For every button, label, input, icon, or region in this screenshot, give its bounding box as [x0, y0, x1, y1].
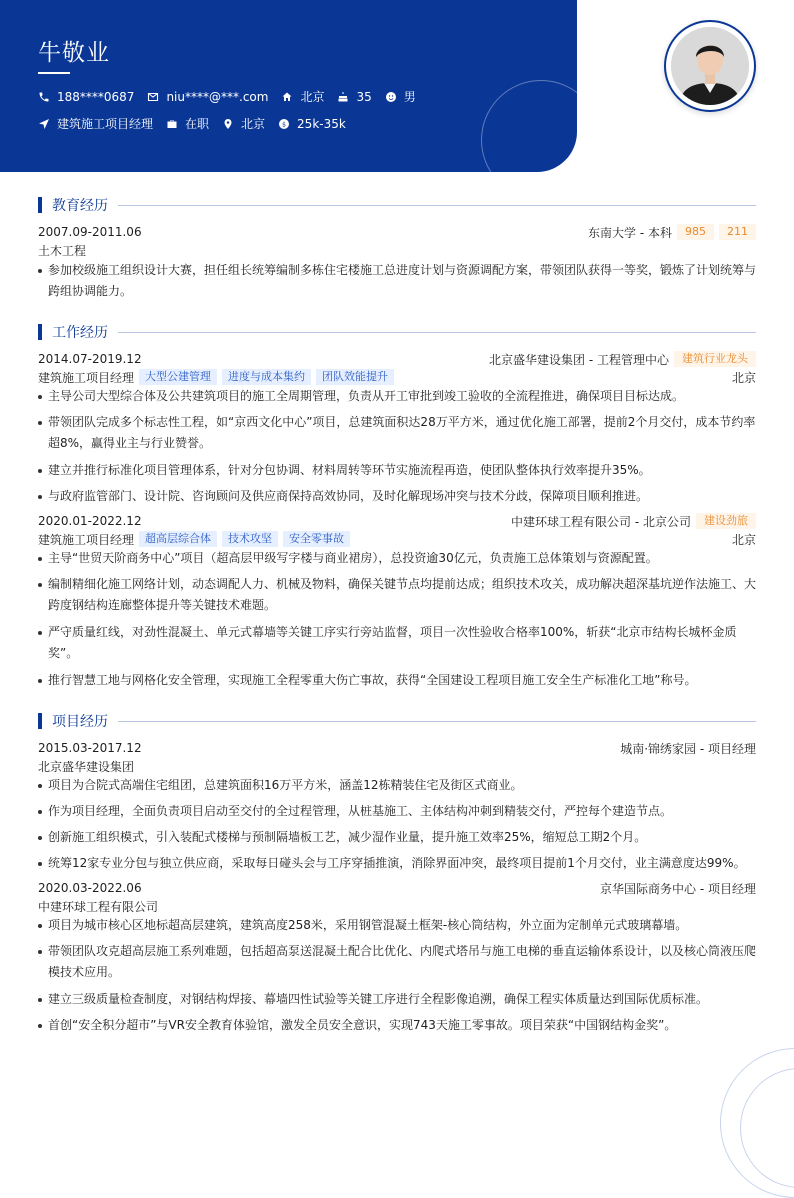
mail-icon — [147, 91, 159, 103]
project-header — [38, 879, 756, 897]
work-tag: 技术攻坚 — [222, 531, 278, 547]
work-company: 中建环球工程有限公司 - 北京公司 — [511, 514, 691, 529]
svg-text:$: $ — [282, 120, 286, 128]
work-company-group — [511, 513, 756, 530]
section-divider — [118, 721, 756, 722]
work-header — [38, 512, 756, 530]
education-tag: 211 — [719, 224, 756, 240]
work-bullet: 编制精细化施工网络计划，动态调配人力、机械及物料，确保关键节点均提前达成；组织技术攻关，成功解决超深基坑逆作法施工、大跨度钢结构连廊整体提升等关键技术难题。 — [38, 574, 756, 616]
job-intent-row — [38, 115, 359, 132]
work-date: 2020.01-2022.12 — [38, 514, 142, 528]
target-city-item — [222, 115, 265, 132]
education-date: 2007.09-2011.06 — [38, 225, 142, 239]
project-bullet: 带领团队攻克超高层施工系列难题，包括超高泵送混凝土配合比优化、内爬式塔吊与施工电梯的垂直运输体系设计，以及核心筒液压爬模技术应用。 — [38, 941, 756, 983]
section-title-text: 项目经历 — [52, 714, 108, 730]
education-header — [38, 223, 756, 241]
work-title-group — [38, 369, 394, 386]
project-bullet: 建立三级质量检查制度，对钢结构焊接、幕墙四性试验等关键工序进行全程影像追溯，确保工程实体质量达到国际优质标准。 — [38, 989, 756, 1010]
work-title-row — [38, 530, 756, 548]
education-school-group — [588, 224, 756, 241]
contact-row — [38, 88, 429, 105]
work-header — [38, 350, 756, 368]
money-icon — [278, 118, 290, 130]
work-title-group — [38, 531, 350, 548]
work-bullet: 主导“世贸天阶商务中心”项目（超高层甲级写字楼与商业裙房），总投资逾30亿元，负责施工总体策划与资源配置。 — [38, 548, 756, 569]
header-banner — [0, 0, 577, 172]
position-item — [38, 115, 153, 132]
phone-text: 188****0687 — [57, 89, 135, 104]
project-bullet: 创新施工组织模式，引入装配式楼梯与预制隔墙板工艺，减少湿作业量，提升施工效率25%，缩短总工期2个月。 — [38, 827, 756, 848]
project-bullet: 项目为合院式高端住宅组团，总建筑面积16万平方米，涵盖12栋精装住宅及街区式商业。 — [38, 775, 756, 796]
education-major-row — [38, 241, 756, 259]
project-org-row — [38, 757, 756, 775]
section-bar — [38, 197, 42, 213]
project-date: 2015.03-2017.12 — [38, 741, 142, 755]
gender-text: 男 — [403, 90, 416, 104]
project-bullet: 首创“安全积分超市”与VR安全教育体验馆，激发全员安全意识，实现743天施工零事故。项目荣获“中国钢结构金奖”。 — [38, 1015, 756, 1036]
education-school: 东南大学 - 本科 — [588, 225, 672, 240]
section-title-text: 教育经历 — [52, 198, 108, 214]
salary-text: 25k-35k — [297, 116, 346, 131]
project-name: 城南·锦绣家园 - 项目经理 — [620, 741, 756, 756]
work-location: 北京 — [731, 370, 756, 385]
gender-item — [385, 88, 416, 105]
work-bullet: 推行智慧工地与网格化安全管理，实现施工全程零重大伤亡事故，获得“全国建设工程项目施工安全生产标准化工地”称号。 — [38, 670, 756, 691]
work-title-row — [38, 368, 756, 386]
section-divider — [118, 332, 756, 333]
home-icon — [281, 91, 293, 103]
work-date: 2014.07-2019.12 — [38, 352, 142, 366]
age-text: 35 — [356, 89, 372, 104]
email-text: niu****@***.com — [166, 89, 269, 104]
project-org: 北京盛华建设集团 — [38, 759, 135, 774]
work-title: 建筑施工项目经理 — [38, 370, 135, 385]
section-divider — [118, 205, 756, 206]
project-name: 京华国际商务中心 - 项目经理 — [600, 881, 756, 896]
salary-item — [278, 117, 346, 131]
work-tag: 进度与成本集约 — [222, 369, 311, 385]
work-bullet: 主导公司大型综合体及公共建筑项目的施工全周期管理，负责从开工审批到竣工验收的全流程推进，确保项目目标达成。 — [38, 386, 756, 407]
work-title: 建筑施工项目经理 — [38, 532, 135, 547]
work-tag: 超高层综合体 — [139, 531, 217, 547]
work-bullet: 带领团队完成多个标志性工程，如“京西文化中心”项目，总建筑面积达28万平方米，通过优化施工部署，提前2个月交付，成本节约率超8%，赢得业主与行业赞誉。 — [38, 412, 756, 454]
project-bullet: 作为项目经理，全面负责项目启动至交付的全过程管理，从桩基施工、主体结构冲刺到精装交付，严控每个建造节点。 — [38, 801, 756, 822]
project-org: 中建环球工程有限公司 — [38, 899, 159, 914]
avatar — [664, 20, 756, 112]
status-text: 在职 — [185, 117, 210, 131]
status-item — [166, 115, 209, 132]
section-bar — [38, 324, 42, 340]
project-bullet: 统筹12家专业分包与独立供应商，采取每日碰头会与工序穿插推演，消除界面冲突，最终项目提前1个月交付，业主满意度达99%。 — [38, 853, 756, 874]
target-city-text: 北京 — [241, 117, 266, 131]
avatar-photo — [671, 27, 749, 105]
education-tag: 985 — [677, 224, 714, 240]
city-item — [281, 88, 324, 105]
name-underline — [38, 72, 70, 74]
age-item — [337, 90, 371, 104]
cake-icon — [337, 91, 349, 103]
work-bullet: 与政府监管部门、设计院、咨询顾问及供应商保持高效协同，及时化解现场冲突与技术分歧，保障项目顺利推进。 — [38, 486, 756, 507]
briefcase-icon — [166, 118, 178, 130]
work-company: 北京盛华建设集团 - 工程管理中心 — [489, 352, 669, 367]
section-project — [38, 712, 756, 730]
work-bullet: 严守质量红线，对劲性混凝土、单元式幕墙等关键工序实行旁站监督，项目一次性验收合格率100%，斩获“北京市结构长城杯金质奖”。 — [38, 622, 756, 664]
city-text: 北京 — [300, 90, 325, 104]
decorative-ring — [481, 80, 577, 172]
work-tag: 团队效能提升 — [316, 369, 394, 385]
education-bullet: 参加校级施工组织设计大赛，担任组长统筹编制多栋住宅楼施工总进度计划与资源调配方案，带领团队获得一等奖，锻炼了计划统筹与跨组协调能力。 — [38, 260, 756, 302]
phone-item — [38, 90, 134, 104]
position-text: 建筑施工项目经理 — [57, 117, 154, 131]
project-bullet: 项目为城市核心区地标超高层建筑，建筑高度258米，采用钢管混凝土框架-核心筒结构，外立面为定制单元式玻璃幕墙。 — [38, 915, 756, 936]
work-badge: 建筑行业龙头 — [674, 351, 756, 367]
work-tag: 安全零事故 — [283, 531, 350, 547]
work-company-group — [489, 351, 756, 368]
phone-icon — [38, 91, 50, 103]
project-header — [38, 739, 756, 757]
project-date: 2020.03-2022.06 — [38, 881, 142, 895]
work-badge: 建设劲旅 — [696, 513, 756, 529]
work-location: 北京 — [731, 532, 756, 547]
location-pin-icon — [222, 118, 234, 130]
candidate-name: 牛敬业 — [38, 40, 110, 66]
section-work — [38, 323, 756, 341]
section-bar — [38, 713, 42, 729]
education-major: 土木工程 — [38, 243, 87, 258]
work-bullet: 建立并推行标准化项目管理体系，针对分包协调、材料周转等环节实施流程再造，使团队整体执行效率提升35%。 — [38, 460, 756, 481]
work-tag: 大型公建管理 — [139, 369, 217, 385]
project-org-row — [38, 897, 756, 915]
section-education — [38, 196, 756, 214]
face-icon — [385, 91, 397, 103]
send-icon — [38, 118, 50, 130]
section-title-text: 工作经历 — [52, 325, 108, 341]
email-item — [147, 90, 268, 104]
